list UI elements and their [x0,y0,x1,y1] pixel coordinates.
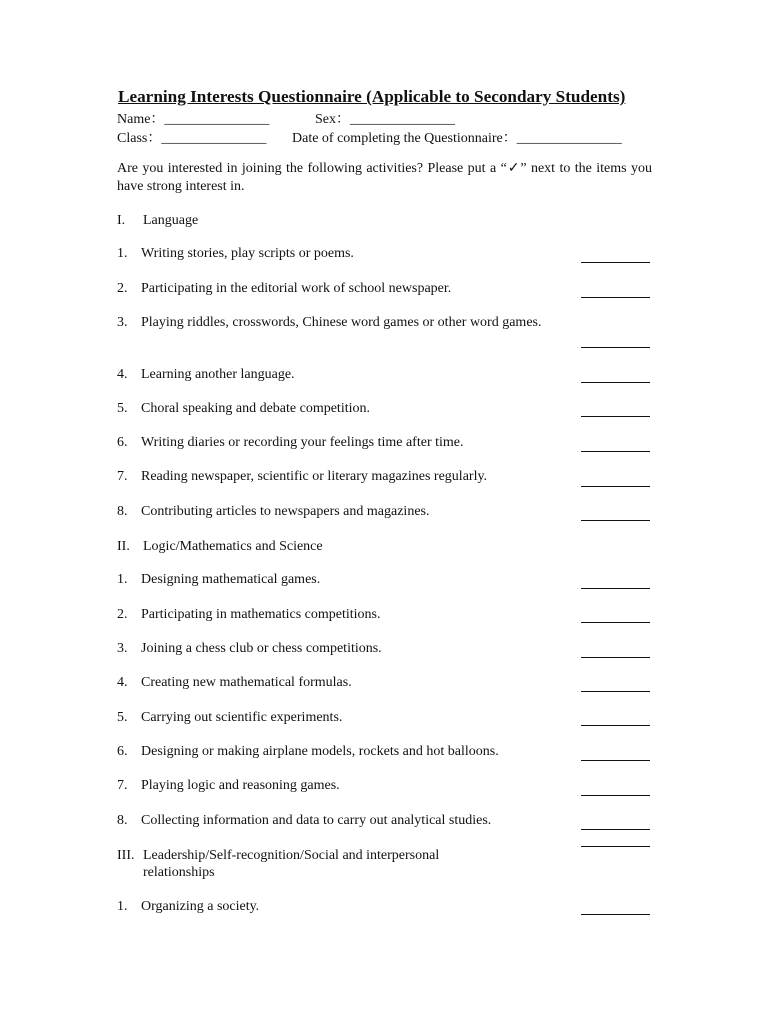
item-number: 6. [117,435,128,450]
item-number: 1. [117,572,128,587]
item-number: 1. [117,899,128,914]
item-text: Collecting information and data to carry out analytical studies. [141,813,492,828]
list-item [117,280,557,297]
answer-blank[interactable] [581,795,650,796]
item-number: 4. [117,367,128,382]
item-number: 5. [117,401,128,416]
instructions: Are you interested in joining the following activities? Please put a “✓” next to the items you have strong interest in. [117,161,652,194]
answer-blank[interactable] [581,486,650,487]
list-item [117,812,557,829]
answer-blank[interactable] [581,451,650,452]
item-text: Designing or making airplane models, rockets and hot balloons. [141,744,499,759]
answer-blank[interactable] [581,588,650,589]
list-item [117,777,557,794]
item-number: 3. [117,641,128,656]
item-text: Writing diaries or recording your feelings time after time. [141,435,464,450]
item-number: 4. [117,675,128,690]
section-title: Logic/Mathematics and Science [143,539,323,554]
item-number: 7. [117,469,128,484]
answer-blank[interactable] [581,347,650,348]
item-number: 1. [117,246,128,261]
item-text: Playing logic and reasoning games. [141,778,340,793]
section-numeral: I. [117,213,126,228]
item-number: 2. [117,607,128,622]
item-text: Participating in mathematics competitions. [141,607,381,622]
item-text: Carrying out scientific experiments. [141,710,343,725]
list-item [117,674,557,691]
list-item [117,245,557,262]
list-item [117,366,557,383]
list-item [117,640,557,657]
item-text: Playing riddles, crosswords, Chinese word games or other word games. [141,315,542,330]
answer-blank[interactable] [581,262,650,263]
list-item [117,709,557,726]
answer-blank[interactable] [581,829,650,830]
sex-field: Sex：_______________ [315,112,455,127]
list-item [117,468,557,485]
answer-blank[interactable] [581,382,650,383]
name-field: Name：_______________ [117,112,270,127]
item-number: 6. [117,744,128,759]
answer-blank[interactable] [581,760,650,761]
section-title: Language [143,213,199,228]
item-number: 2. [117,281,128,296]
document-title: Learning Interests Questionnaire (Applicable to Secondary Students) [118,87,626,106]
item-number: 3. [117,315,128,330]
item-number: 8. [117,504,128,519]
section-title: Leadership/Self-recognition/Social and interpersonal relationships [143,848,440,880]
list-item [117,314,557,331]
item-text: Organizing a society. [141,899,260,914]
list-item [117,898,557,915]
list-item [117,434,557,451]
item-number: 7. [117,778,128,793]
answer-blank[interactable] [581,622,650,623]
section-heading-language [117,212,483,229]
answer-blank[interactable] [581,297,650,298]
list-item [117,571,557,588]
section-heading-logic-mathematics-science [117,538,483,555]
answer-blank[interactable] [581,416,650,417]
item-number: 8. [117,813,128,828]
answer-blank[interactable] [581,914,650,915]
class-field: Class：_______________ [117,131,267,146]
item-text: Reading newspaper, scientific or literary magazines regularly. [141,469,488,484]
date-field: Date of completing the Questionnaire：_______________ [292,131,622,146]
answer-blank[interactable] [581,725,650,726]
item-text: Designing mathematical games. [141,572,321,587]
list-item [117,400,557,417]
section-heading-leadership-social [117,847,483,881]
item-text: Contributing articles to newspapers and magazines. [141,504,430,519]
list-item [117,503,557,520]
section-numeral: III. [117,848,135,863]
item-text: Learning another language. [141,367,295,382]
answer-blank[interactable] [581,520,650,521]
section-numeral: II. [117,539,130,554]
item-number: 5. [117,710,128,725]
answer-blank[interactable] [581,657,650,658]
item-text: Choral speaking and debate competition. [141,401,370,416]
item-text: Participating in the editorial work of school newspaper. [141,281,452,296]
item-text: Joining a chess club or chess competitions. [141,641,382,656]
list-item [117,606,557,623]
item-text: Writing stories, play scripts or poems. [141,246,354,261]
answer-blank[interactable] [581,846,650,847]
item-text: Creating new mathematical formulas. [141,675,352,690]
answer-blank[interactable] [581,691,650,692]
list-item [117,743,557,760]
